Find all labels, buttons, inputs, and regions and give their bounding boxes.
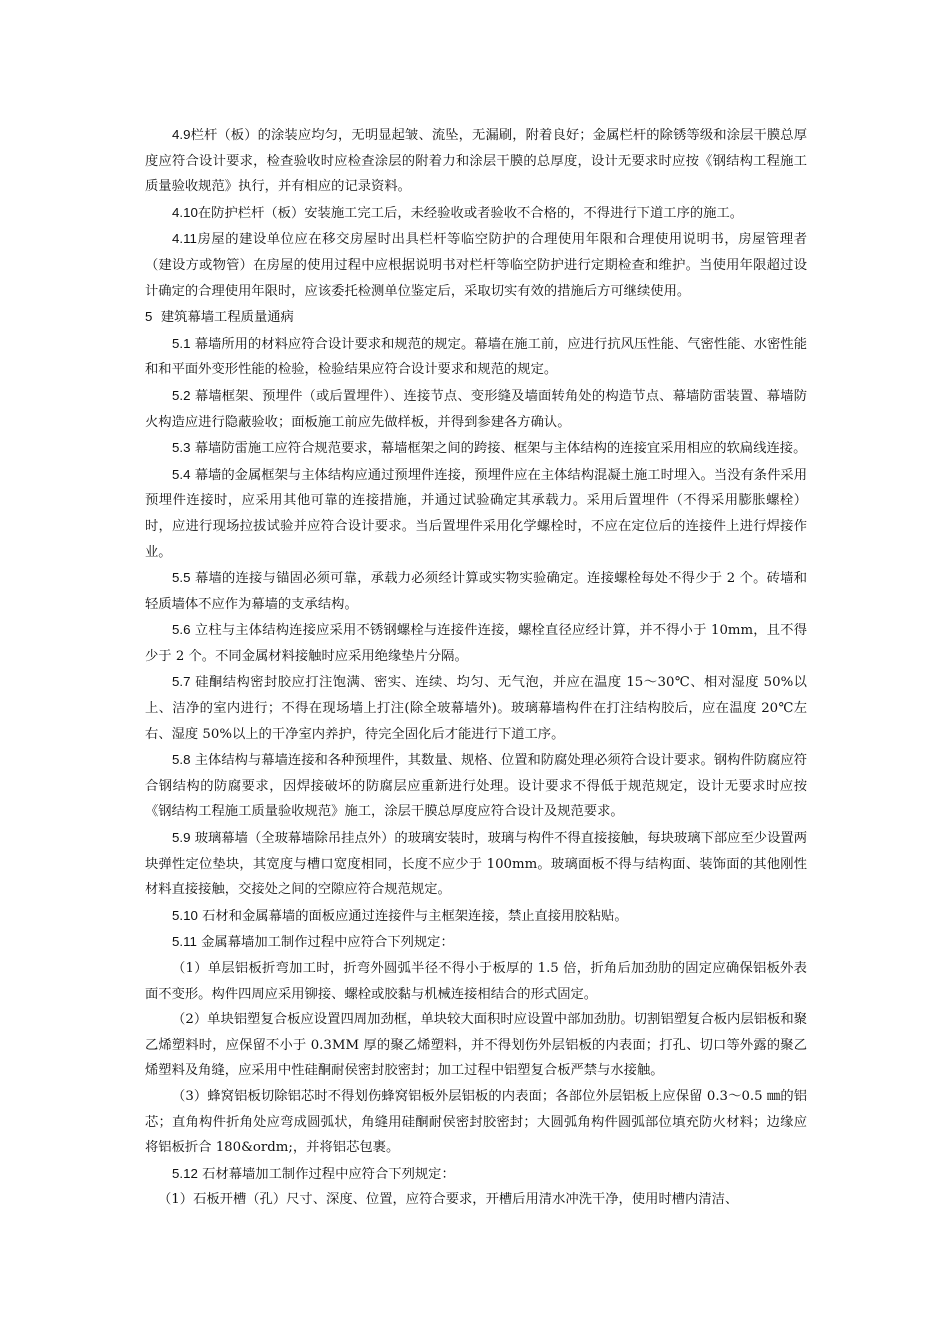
clause-text: 幕墙的连接与锚固必须可靠，承载力必须经计算或实物实验确定。连接螺栓每处不得少于 2 个。砖墙和轻质墙体不应作为幕墙的支承结构。 (145, 571, 807, 612)
clause-number: 5.8 (172, 752, 191, 768)
clause-number: 5.6 (172, 622, 191, 638)
paragraph-5-12 (145, 1161, 807, 1188)
clause-text: 立柱与主体结构连接应采用不锈钢螺栓与连接件连接，螺栓直径应经计算，并不得小于 10mm，且不得少于 2 个。不同金属材料接触时应采用绝缘垫片分隔。 (145, 623, 807, 664)
clause-number: 5.7 (172, 674, 191, 690)
clause-text: 金属幕墙加工制作过程中应符合下列规定： (201, 935, 454, 951)
clause-number: 5.4 (172, 466, 191, 482)
clause-number: 5.10 (172, 907, 198, 923)
clause-text: 幕墙防雷施工应符合规范要求，幕墙框架之间的跨接、框架与主体结构的连接宜采用相应的软扁线连接。 (194, 441, 807, 457)
clause-text: 房屋的建设单位应在移交房屋时出具栏杆等临空防护的合理使用年限和合理使用说明书，房屋管理者（建设方或物管）在房屋的使用过程中应根据说明书对栏杆等临空防护进行定期检查和维护。当使用年限超过设计确定的合理使用年限时，应该委托检测单位鉴定后，采取切实有效的措施后方可继续使用。 (145, 232, 807, 299)
section-title: 建筑幕墙工程质量通病 (160, 310, 294, 326)
clause-text: 石材和金属幕墙的面板应通过连接件与主框架连接，禁止直接用胶粘贴。 (202, 908, 628, 924)
clause-text: 在防护栏杆（板）安装施工完工后，未经验收或者验收不合格的，不得进行下道工序的施工。 (197, 205, 744, 221)
clause-number: 4.10 (172, 204, 198, 220)
paragraph-5-4 (145, 462, 807, 565)
item-number: （2） (172, 1012, 208, 1028)
document-body (145, 122, 807, 1213)
paragraph-4-11 (145, 226, 807, 304)
clause-number: 5.9 (172, 830, 191, 846)
item-text: 蜂窝铝板切除铝芯时不得划伤蜂窝铝板外层铝板的内表面；各部位外层铝板上应保留 0.3～0.5 ㎜的铝芯；直角构件折角处应弯成圆弧状，角缝用硅酮耐侯密封胶密封；大圆弧角构件圆弧部位填充防火材料；边缘应将铝板折合 180&ordm;，并将铝芯包裹。 (145, 1088, 807, 1156)
item-number: （1） (172, 961, 208, 976)
paragraph-4-10 (145, 200, 807, 227)
paragraph-5-11 (145, 929, 807, 956)
clause-text: 玻璃幕墙（全玻幕墙除吊挂点外）的玻璃安装时，玻璃与构件不得直接接触，每块玻璃下部应至少设置两块弹性定位垫块，其宽度与槽口宽度相同，长度不应少于 100mm。玻璃面板不得与结构面、装饰面的其他刚性材料直接接触，交接处之间的空隙应符合规范规定。 (145, 831, 808, 898)
clause-text: 硅酮结构密封胶应打注饱满、密实、连续、均匀、无气泡，并应在温度 15～30℃、相对湿度 50%以上、洁净的室内进行；不得在现场墙上打注(除全玻幕墙外)。玻璃幕墙构件在打注结构胶后，应在温度 20℃左右、湿度 50%以上的干净室内养护，待完全固化后才能进行下道工序。 (145, 675, 807, 742)
sub-item-5-11-1 (145, 956, 807, 1007)
clause-text: 栏杆（板）的涂装应均匀，无明显起皱、流坠，无漏刷，附着良好；金属栏杆的除锈等级和涂层干膜总厚度应符合设计要求，检查验收时应检查涂层的附着力和涂层干膜的总厚度，设计无要求时应按《钢结构工程施工质量验收规范》执行，并有相应的记录资料。 (145, 128, 807, 195)
clause-text: 幕墙框架、预埋件（或后置埋件）、连接节点、变形缝及墙面转角处的构造节点、幕墙防雷装置、幕墙防火构造应进行隐蔽验收；面板施工前应先做样板，并得到参建各方确认。 (145, 388, 807, 430)
clause-number: 5.5 (172, 570, 191, 586)
clause-number: 5.1 (172, 335, 191, 351)
clause-text: 幕墙所用的材料应符合设计要求和规范的规定。幕墙在施工前，应进行抗风压性能、气密性能、水密性能和和平面外变形性能的检验，检验结果应符合设计要求和规范的规定。 (145, 336, 808, 378)
clause-text: 石材幕墙加工制作过程中应符合下列规定： (202, 1166, 455, 1182)
item-text: 单层铝板折弯加工时，折弯外圆弧半径不得小于板厚的 1.5 倍，折角后加劲肋的固定应确保铝板外表面不变形。构件四周应采用铆接、螺栓或胶黏与机械连接相结合的形式固定。 (145, 961, 807, 1002)
paragraph-5-1 (145, 331, 807, 383)
paragraph-5-5 (145, 565, 807, 617)
item-text: 单块铝塑复合板应设置四周加劲框，单块较大面积时应设置中部加劲肋。切割铝塑复合板内层铝板和聚乙烯塑料时，应保留不小于 0.3MM 厚的聚乙烯塑料，并不得划伤外层铝板的内表面；打孔、切口等外露的聚乙烯塑料及角缝，应采用中性硅酮耐侯密封胶密封；加工过程中铝塑复合板严禁与水接触。 (145, 1012, 807, 1079)
item-number: （1） (158, 1192, 194, 1208)
clause-number: 5.3 (172, 440, 191, 456)
clause-number: 4.9 (172, 127, 191, 142)
clause-number: 5.12 (172, 1165, 198, 1181)
sub-item-5-11-2 (145, 1007, 807, 1084)
section-heading-5 (145, 304, 807, 331)
paragraph-5-9 (145, 825, 807, 903)
paragraph-5-8 (145, 747, 807, 825)
clause-number: 4.11 (172, 231, 197, 247)
item-text: 石板开槽（孔）尺寸、深度、位置，应符合要求，开槽后用清水冲洗干净，使用时槽内清洁、 (193, 1192, 739, 1208)
section-number: 5 (145, 309, 153, 325)
clause-text: 幕墙的金属框架与主体结构应通过预埋件连接，预埋件应在主体结构混凝土施工时埋入。当没有条件采用预埋件连接时，应采用其他可靠的连接措施，并通过试验确定其承载力。采用后置埋件（不得采用膨胀螺栓）时，应进行现场拉拔试验并应符合设计要求。当后置埋件采用化学螺栓时，不应在定位后的连接件上进行焊接作业。 (145, 467, 808, 560)
clause-number: 5.11 (172, 934, 197, 950)
paragraph-4-9 (145, 122, 807, 200)
paragraph-5-2 (145, 383, 807, 435)
clause-text: 主体结构与幕墙连接和各种预埋件，其数量、规格、位置和防腐处理必须符合设计要求。钢构件防腐应符合钢结构的防腐要求，因焊接破坏的防腐层应重新进行处理。设计要求不得低于规范规定，设计无要求时应按《钢结构工程施工质量验收规范》施工，涂层干膜总厚度应符合设计及规范要求。 (145, 753, 808, 820)
clause-number: 5.2 (172, 387, 191, 403)
item-number: （3） (172, 1088, 208, 1104)
paragraph-5-6 (145, 617, 807, 669)
sub-item-5-12-1 (145, 1187, 807, 1213)
paragraph-5-3 (145, 435, 807, 462)
paragraph-5-7 (145, 669, 807, 747)
sub-item-5-11-3 (145, 1084, 807, 1161)
paragraph-5-10 (145, 903, 807, 930)
